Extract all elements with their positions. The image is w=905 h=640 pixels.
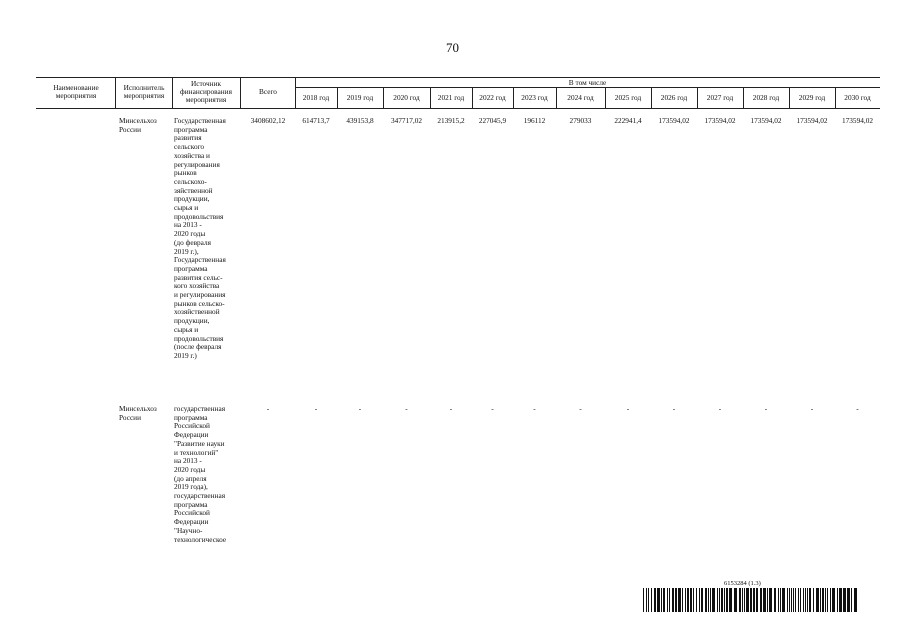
- row2-value: -: [764, 404, 768, 413]
- row2-value: -: [533, 404, 536, 413]
- barcode-label: 6153284 (1.3): [724, 580, 761, 587]
- header-year: 2025 год: [614, 93, 642, 102]
- source-line: хозяйственной: [174, 307, 220, 317]
- source-line: 2019 года),: [174, 482, 208, 492]
- row1-value: 227045,9: [478, 116, 507, 125]
- source-line: программа: [174, 499, 208, 509]
- row2-value: -: [314, 404, 318, 413]
- barcode-image: [643, 588, 857, 612]
- row2-value: -: [449, 404, 453, 413]
- source-line: регулирования: [174, 159, 220, 169]
- source-line: государственная: [174, 491, 226, 501]
- source-line: и регулирования: [174, 290, 226, 300]
- source-line: продукции,: [174, 316, 210, 326]
- header-executor: Исполнитель мероприятия: [123, 83, 165, 100]
- header-source: Источник финансирования мероприятия: [180, 79, 232, 104]
- source-line: "Развитие науки: [174, 438, 225, 448]
- header-including: В том числе: [568, 78, 607, 87]
- row1-source: [174, 117, 240, 361]
- source-line: сырья и: [174, 324, 199, 334]
- row1-value: 173594,02: [658, 116, 690, 125]
- row2-executor: Минсельхоз России: [119, 404, 157, 422]
- header-year: 2018 год: [302, 93, 330, 102]
- source-line: рынков: [174, 168, 197, 178]
- source-line: кого хозяйства: [174, 281, 220, 291]
- row2-value: -: [672, 404, 676, 413]
- header-name: Наименование мероприятия: [53, 83, 99, 100]
- source-line: (до апреля: [174, 473, 207, 483]
- row2-total: -: [266, 404, 270, 413]
- source-line: хозяйства и: [174, 150, 210, 160]
- source-line: государственная: [174, 404, 226, 413]
- header-year: 2022 год: [479, 93, 506, 102]
- row2-value: -: [626, 404, 630, 413]
- source-line: продукции,: [174, 194, 210, 204]
- source-line: 2020 годы: [174, 464, 206, 474]
- source-line: рынков сельско-: [174, 298, 225, 308]
- row1-value: 173594,02: [841, 116, 873, 125]
- source-line: сельскохо-: [174, 176, 207, 186]
- source-line: Государственная: [174, 255, 226, 265]
- source-line: программа: [174, 124, 208, 134]
- source-line: (после февраля: [174, 342, 222, 352]
- source-line: Государственная: [174, 116, 226, 125]
- source-line: Федерации: [174, 517, 209, 527]
- source-line: технологическое: [174, 534, 227, 544]
- source-line: 2019 г.),: [174, 246, 199, 256]
- table-top-rule: [36, 77, 880, 78]
- source-line: программа: [174, 412, 208, 422]
- header-total: Всего: [259, 87, 277, 96]
- header-year: 2024 год: [567, 93, 594, 102]
- header-year: 2026 год: [660, 93, 688, 102]
- col-divider: [115, 77, 116, 108]
- row1-value: 173594,02: [750, 116, 782, 125]
- row1-value: 173594,02: [796, 116, 828, 125]
- header-year: 2020 год: [393, 93, 420, 102]
- row2-value: -: [491, 404, 494, 413]
- source-line: сырья и: [174, 203, 199, 213]
- row2-value: -: [856, 404, 859, 413]
- row2-value: -: [810, 404, 814, 413]
- header-year: 2030 год: [844, 93, 871, 102]
- header-year: 2028 год: [752, 93, 780, 102]
- source-line: и технологий": [174, 447, 219, 457]
- source-line: продовольствия: [174, 211, 224, 221]
- source-line: сельского: [174, 142, 205, 152]
- source-line: развития сельс-: [174, 272, 223, 282]
- source-line: 2020 годы: [174, 229, 206, 239]
- source-line: зяйственной: [174, 185, 213, 195]
- header-year: 2029 год: [798, 93, 826, 102]
- source-line: Российской: [174, 508, 210, 518]
- row1-executor: Минсельхоз России: [119, 116, 157, 134]
- row2-value: -: [358, 404, 362, 413]
- header-year: 2021 год: [437, 93, 465, 102]
- row1-value: 279033: [569, 116, 592, 125]
- row1-value: 196112: [523, 116, 546, 125]
- row1-total: 3408602,12: [250, 116, 286, 125]
- row1-value: 439153,8: [346, 116, 374, 125]
- source-line: Федерации: [174, 430, 209, 440]
- source-line: программа: [174, 263, 208, 273]
- header-year: 2027 год: [706, 93, 734, 102]
- row1-value: 614713,7: [302, 116, 330, 125]
- row2-value: -: [718, 404, 722, 413]
- row2-value: -: [579, 404, 582, 413]
- source-line: на 2013 -: [174, 456, 202, 466]
- header-bottom-rule: [36, 108, 880, 109]
- source-line: продовольствия: [174, 333, 224, 343]
- row1-value: 213915,2: [437, 116, 465, 125]
- header-year: 2019 год: [346, 93, 374, 102]
- header-year: 2023 год: [521, 93, 548, 102]
- row1-value: 173594,02: [704, 116, 736, 125]
- source-line: на 2013 -: [174, 220, 202, 230]
- source-line: развития: [174, 133, 202, 143]
- source-line: (до февраля: [174, 237, 211, 247]
- source-line: 2019 г.): [174, 350, 197, 360]
- row1-value: 222941,4: [614, 116, 642, 125]
- source-line: Российской: [174, 421, 210, 431]
- row2-source: [174, 405, 240, 544]
- row1-value: 347717,02: [390, 116, 422, 125]
- page-number: 70: [446, 40, 459, 55]
- row2-value: -: [405, 404, 408, 413]
- source-line: "Научно-: [174, 525, 203, 535]
